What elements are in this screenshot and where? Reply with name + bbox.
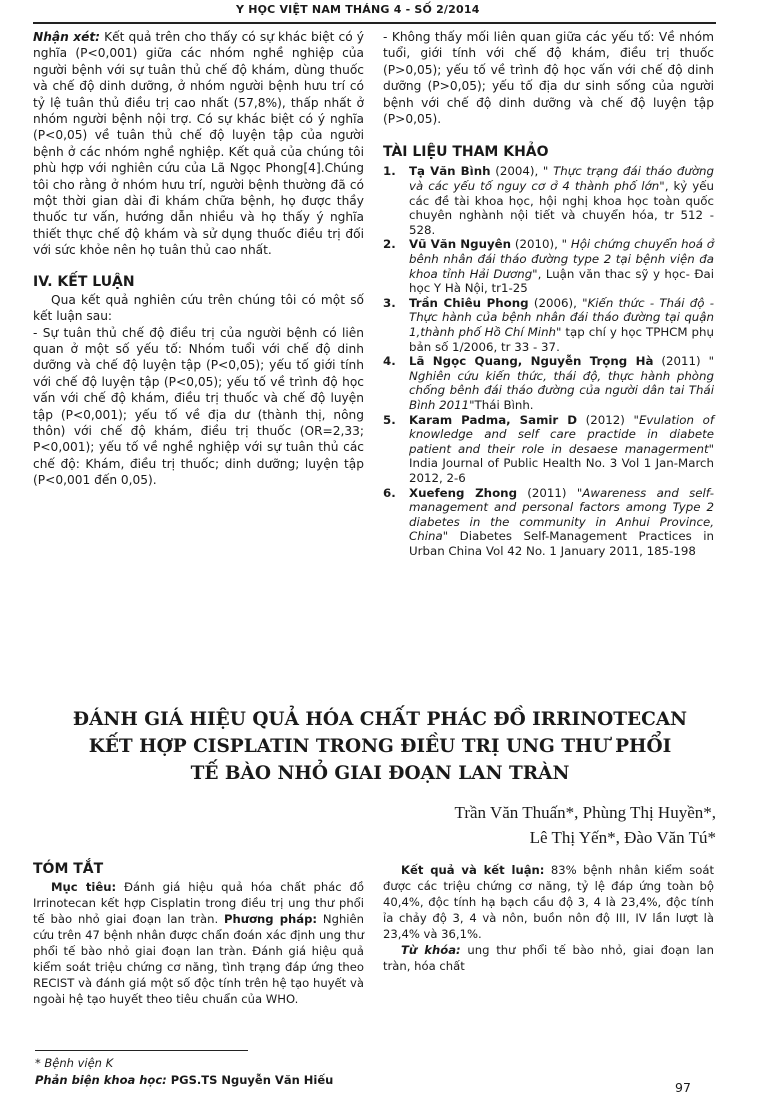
reference-item	[383, 296, 714, 354]
remark-label: Nhận xét:	[33, 30, 101, 44]
left-column-top	[33, 29, 364, 489]
right-column-top	[383, 29, 714, 558]
reference-title: Nghiên cứu kiến thức, thái độ, thực hành phòng chống bênh đái tháo đường của người dân tai Thái Bình 2011"	[409, 368, 714, 412]
article-authors	[455, 800, 716, 850]
abstract-right	[383, 862, 714, 974]
reference-year: (2010), "	[511, 237, 571, 252]
remark-paragraph	[33, 29, 364, 259]
reference-number: 5.	[383, 412, 396, 427]
footnote-rule	[35, 1050, 248, 1051]
reference-item	[383, 164, 714, 237]
reference-item	[383, 413, 714, 486]
reference-title: Evulation of knowledge and self care practide in diabete patient and their role in desaese managerment"	[409, 412, 714, 456]
article-title-line: ĐÁNH GIÁ HIỆU QUẢ HÓA CHẤT PHÁC ĐỒ IRRINOTECAN	[72, 709, 688, 730]
remark-text: Kết quả trên cho thấy có sự khác biệt có ý nghĩa (P<0,001) giữa các nhóm nghề nghiệp của người bệnh với sự tuân thủ chế độ khám, dùng thuốc và chế độ dinh dưỡng, ở nhóm người bệnh hưu trí có tỷ lệ tuân thủ điều trị cao nhất (57,8%), thấp nhất ở nhóm người bệnh nội trợ. Có sự khác biệt có ý nghĩa (P<0,05) về tuân thủ chế độ luyện tập của người bệnh ở các nhóm nghề nghiệp. Kết quả của chúng tôi phù hợp với nghiên cứu của Lã Ngọc Phong[4].Chúng tôi cho rằng ở nhóm hưu trí, người bệnh thường đã có một thời gian dài đi khám chữa bệnh, họ được thầy thuốc tư vấn, hướng dẫn nhiều và họ thấy ý nghĩa thiết thực chế độ khám và sử dụng thuốc điều trị đối với sức khỏe nên họ tuân thủ cao nhất.	[33, 30, 364, 258]
reference-title: Hội chứng chuyển hoá ở bênh nhân đái tháo đường type 2 tại bệnh viện đa khoa tỉnh Hải Dương"	[409, 237, 714, 281]
references-list	[383, 164, 714, 558]
reference-item	[383, 237, 714, 295]
reference-title: Awareness and self-management and personal factors among Type 2 diabetes in the community in Anhui Province, China"	[409, 485, 714, 544]
footnote-affiliation: * Bệnh viện K	[35, 1056, 114, 1070]
reference-item	[383, 486, 714, 559]
reference-number: 4.	[383, 354, 396, 369]
conclusion-point-2: - Không thấy mối liên quan giữa các yếu tố: Về nhóm tuổi, giới tính với chế độ khám, điều trị thuốc (P>0,05); yếu tố về trình độ học vấn với chế độ dinh dưỡng (P>0,05); yếu tố địa dư sinh sống của người bệnh với chế độ dinh dưỡng và chế độ luyện tập (P>0,05).	[383, 30, 714, 127]
reference-authors: Tạ Văn Bình	[409, 164, 491, 179]
reference-details: Diabetes Self-Management Practices in Urban China Vol 42 No. 1 January 2011, 185-198	[409, 529, 714, 558]
authors-line: Lê Thị Yến*, Đào Văn Tú*	[529, 828, 716, 847]
reference-details: , kỷ yếu các đề tài khoa học, hội nghị khoa học toàn quốc chuyên nghành nội tiết và chuyển hóa, tr 512 - 528.	[409, 179, 715, 237]
reference-number: 2.	[383, 237, 396, 252]
reference-title: Kiến thức - Thái độ - Thực hành của bệnh nhân đái tháo đường tại quận 1,thành phố Hồ Chí Minh"	[409, 295, 715, 339]
article-title-line: KẾT HỢP CISPLATIN TRONG ĐIỀU TRỊ UNG THƯ PHỔI	[88, 736, 672, 757]
article-title	[60, 706, 700, 787]
reference-authors: Lã Ngọc Quang, Nguyễn Trọng Hà	[409, 354, 654, 369]
authors-line: Trần Văn Thuấn*, Phùng Thị Huyền*,	[454, 803, 716, 822]
section-conclusion-title: IV. KẾT LUẬN	[33, 273, 135, 290]
running-header: Y HỌC VIỆT NAM THÁNG 4 - SỐ 2/2014	[236, 3, 480, 16]
reference-details: , Luận văn thac sỹ y học- Đai học Y Hà Nội, tr1-25	[409, 266, 714, 296]
reference-authors: Xuefeng Zhong	[409, 485, 518, 500]
reference-details: Thái Bình.	[474, 397, 534, 412]
conclusion-intro: Qua kết quả nghiên cứu trên chúng tôi có một số kết luận sau:	[33, 292, 364, 324]
keywords-text: ung thư phổi tế bào nhỏ, giai đoạn lan tràn, hóa chất	[383, 943, 715, 973]
abstract-keywords	[383, 942, 714, 974]
reference-item	[383, 354, 714, 412]
abstract-title: TÓM TẮT	[33, 861, 104, 877]
reviewer-name: PGS.TS Nguyễn Văn Hiếu	[166, 1073, 334, 1087]
reference-year: (2006), "	[528, 295, 588, 310]
reference-year: (2012) "	[577, 412, 639, 427]
page-number: 97	[675, 1080, 691, 1095]
reference-title: Thực trạng đái tháo đường và các yếu tố nguy cơ ở 4 thành phố lớn"	[409, 164, 715, 194]
abstract-results	[383, 862, 714, 942]
objective-text: Đánh giá hiệu quả hóa chất phác đồ Irrinotecan kết hợp Cisplatin trong điều trị ung thư phổi tế bào nhỏ giai đoạn lan tràn.	[33, 880, 364, 926]
objective-label: Mục tiêu:	[51, 880, 117, 894]
method-text: Nghiên cứu trên 47 bệnh nhân được chẩn đoán xác định ung thư phổi tế bào nhỏ giai đoạn lan tràn. Đánh giá hiệu quả kiểm soát triệu chứng cơ năng, tình trạng đáp ứng theo RECIST và đánh giá một số độc tính trên hệ tạo huyết và ngoài hệ tạo huyết theo tiêu chuẩn của WHO.	[33, 912, 364, 1006]
reference-year: (2004), "	[490, 164, 554, 179]
reference-authors: Vũ Văn Nguyên	[409, 237, 512, 252]
reference-authors: Trần Chiêu Phong	[409, 295, 529, 310]
result-text: 83% bệnh nhân kiểm soát được các triệu chứng cơ năng, tỷ lệ đáp ứng toàn bộ 40,4%, độc tính hạ bạch cầu độ 3, 4 là 23,4%, độc tính ỉa chảy độ 3, 4 và nôn, buồn nôn độ III, IV lần lượt là 23,4% và 36,1%.	[383, 863, 714, 941]
abstract-objective	[33, 879, 364, 1007]
reference-details: tạp chí y học TPHCM phụ bản số 1/2006, tr 33 - 37.	[409, 324, 714, 354]
reference-number: 6.	[383, 485, 396, 500]
result-label: Kết quả và kết luận:	[401, 863, 545, 877]
reviewer-label: Phản biện khoa học:	[35, 1073, 167, 1087]
reference-details: India Journal of Public Health No. 3 Vol 1 Jan-March 2012, 2-6	[409, 456, 714, 485]
footnote	[35, 1055, 333, 1089]
references-title: TÀI LIỆU THAM KHẢO	[383, 144, 549, 161]
reference-number: 3.	[383, 295, 396, 310]
reference-year: (2011) "	[517, 485, 583, 500]
keywords-label: Từ khóa:	[401, 943, 461, 957]
article-title-line: TẾ BÀO NHỎ GIAI ĐOẠN LAN TRÀN	[190, 763, 570, 784]
method-label: Phương pháp:	[224, 912, 318, 926]
reference-year: (2011) "	[653, 354, 715, 369]
header-rule	[33, 22, 716, 24]
abstract-left	[33, 860, 364, 1007]
conclusion-point-1: - Sự tuân thủ chế độ điều trị của người bệnh có liên quan ở một số yếu tố: Nhóm tuổi với chế độ dinh dưỡng và chế độ luyện tập (P<0,05); yếu tố giới tính với chế độ luyện tập (P<0,05); yếu tố về trình độ học vấn với chế độ khám, điều trị thuốc và chế độ luyện tập (P<0,001); yếu tố về địa dư (thành thị, nông thôn) với chế độ khám, điều trị thuốc (OR=2,33; P<0,001); yếu tố về nghề nghiệp với sự tuân thủ các chế độ: Khám, điều trị thuốc; dinh dưỡng; luyện tập (P<0,001 đến 0,05).	[33, 325, 364, 488]
reference-number: 1.	[383, 164, 396, 179]
reference-authors: Karam Padma, Samir D	[409, 412, 578, 427]
